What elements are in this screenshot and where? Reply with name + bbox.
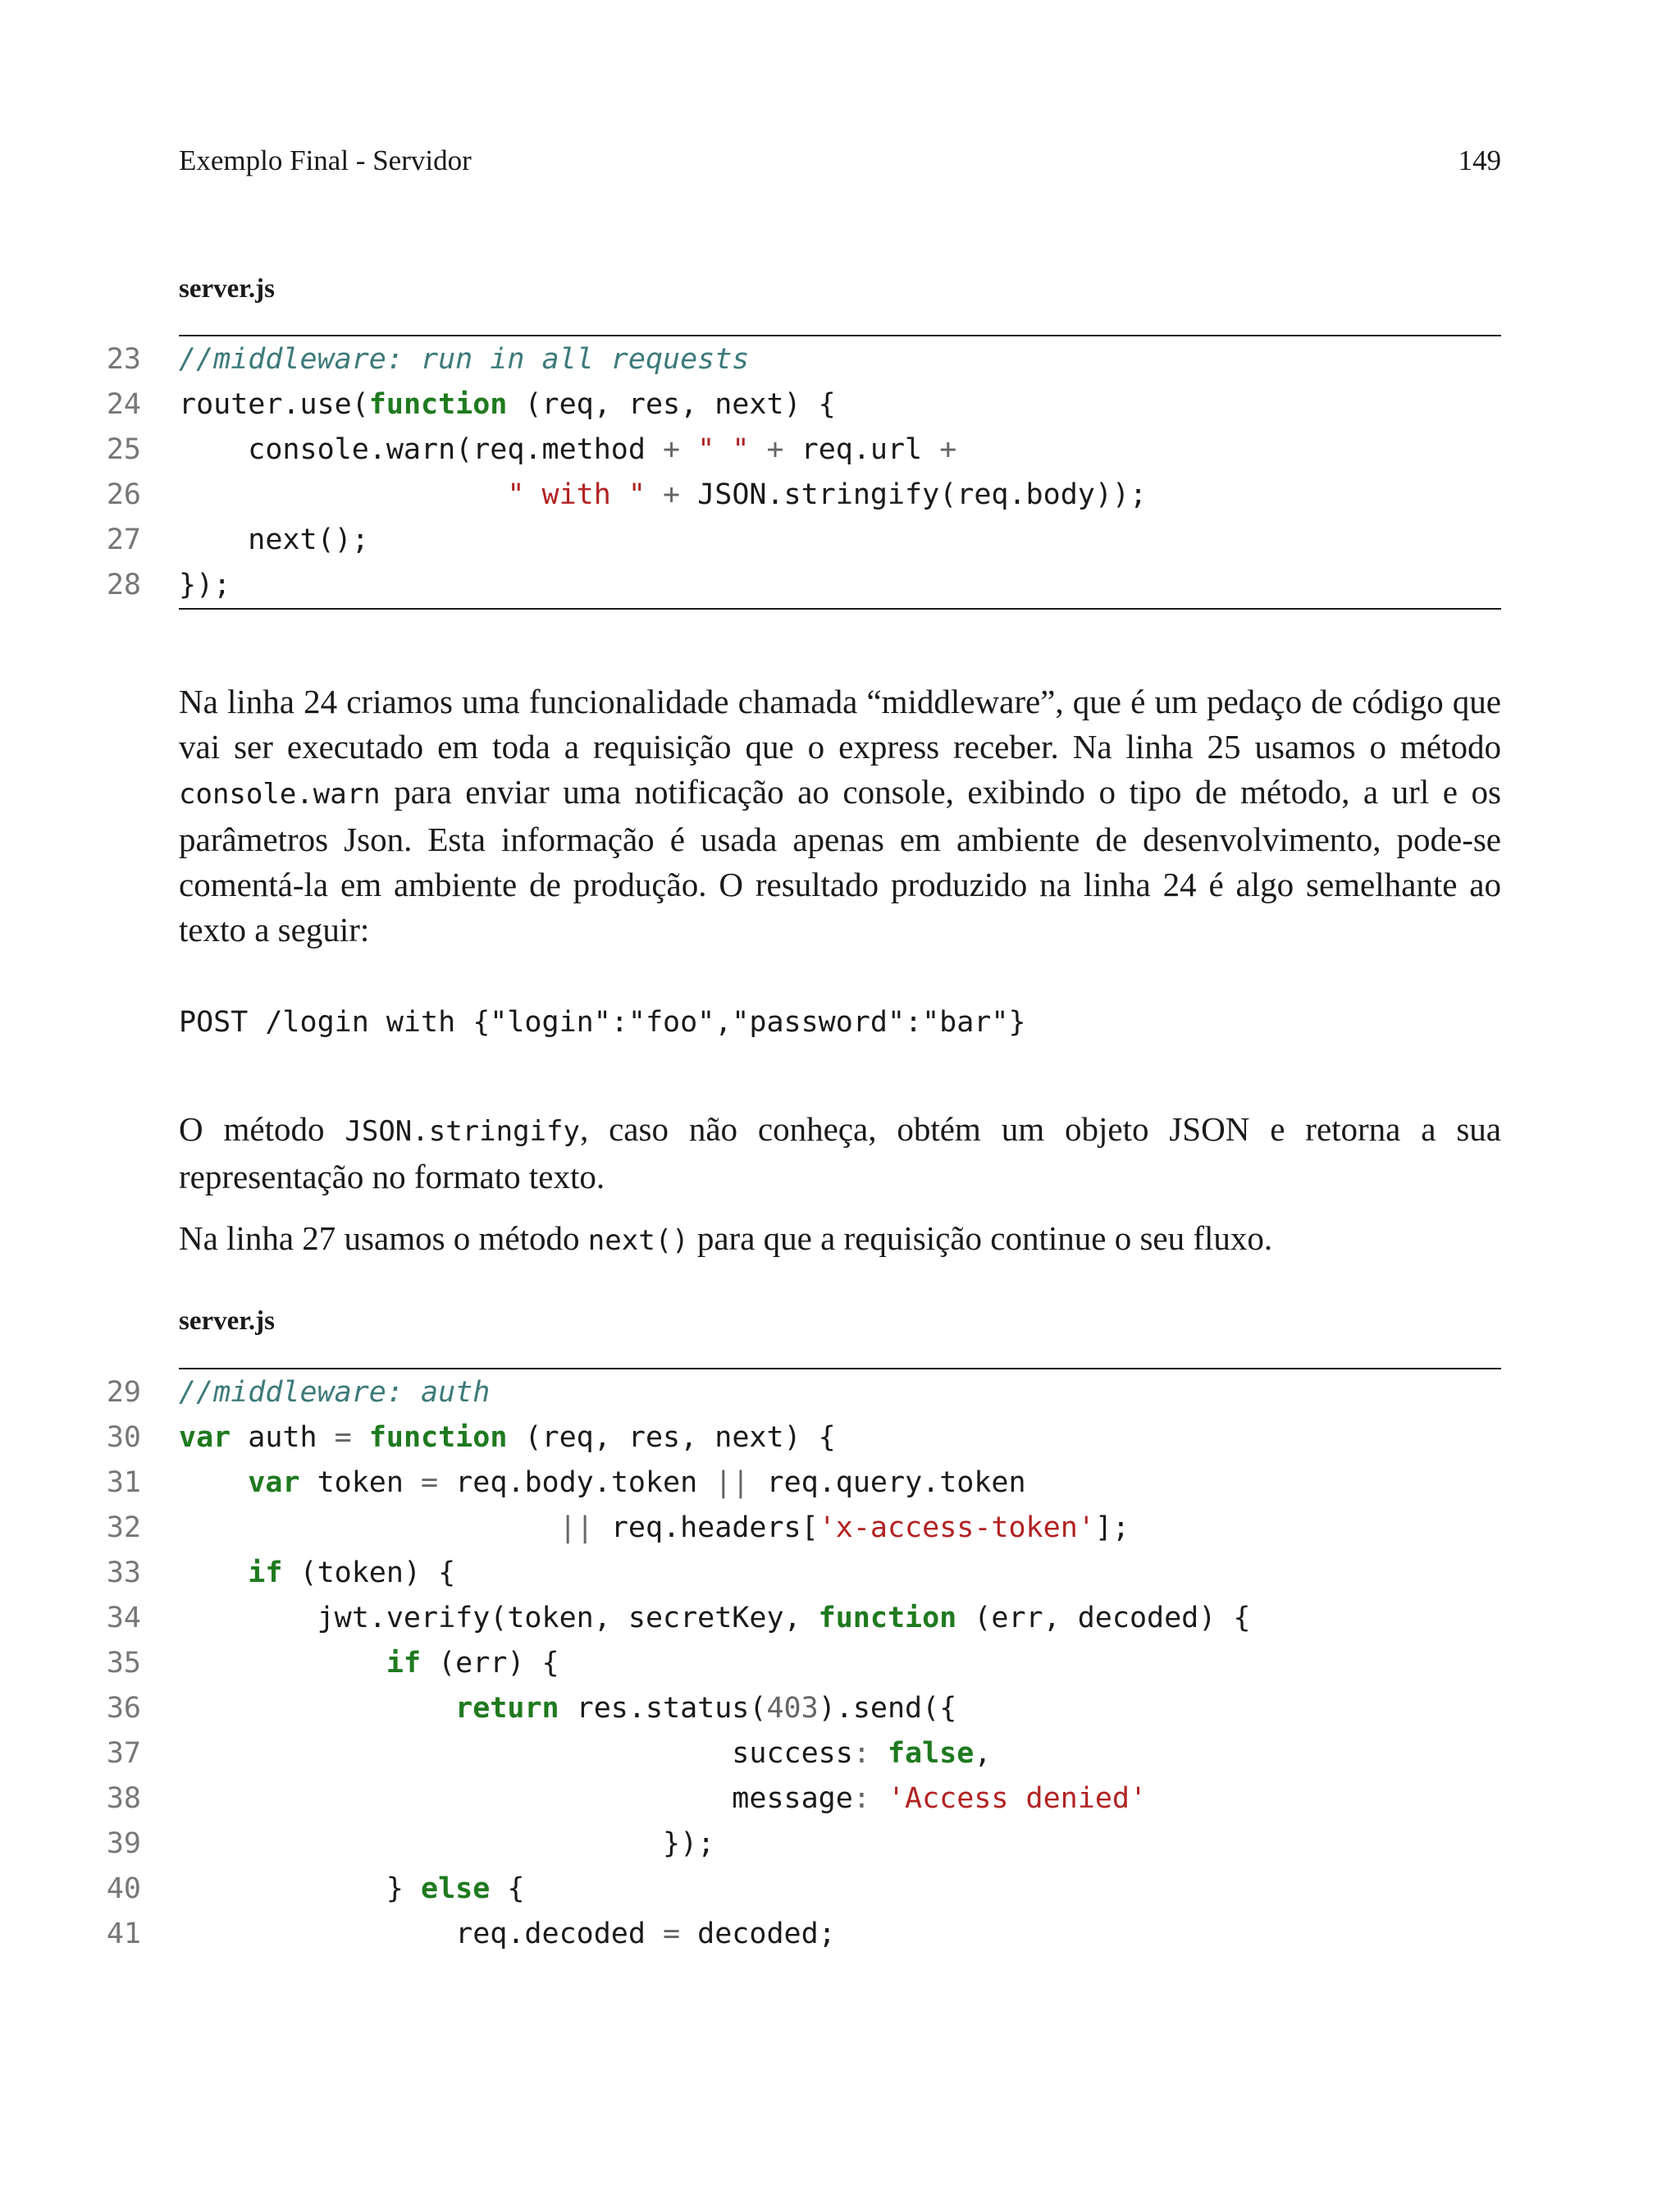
code-line	[0, 1370, 1680, 1415]
code-token: });	[179, 569, 231, 601]
listing-top-rule	[179, 335, 1501, 336]
line-number: 37	[106, 1737, 141, 1770]
line-number: 24	[106, 388, 141, 421]
code-token: jwt.verify(token, secretKey,	[179, 1602, 819, 1634]
code-token: (token) {	[282, 1556, 456, 1589]
code-text	[179, 1822, 714, 1867]
code-token: var	[248, 1466, 300, 1499]
chapter-title: Exemplo Final - Servidor	[179, 144, 472, 176]
code-text	[179, 563, 231, 608]
code-token: router.use(	[179, 388, 369, 421]
code-token: ];	[1094, 1511, 1130, 1544]
code-token: req.query.token	[749, 1466, 1026, 1499]
code-line	[0, 1822, 1680, 1867]
listing-bottom-rule	[179, 608, 1501, 610]
code-token: var	[179, 1421, 231, 1454]
line-number: 31	[106, 1466, 141, 1499]
text-run: , caso não conheça, obtém um objeto JSON e retorna a sua representação no formato texto.	[179, 1110, 1502, 1195]
code-line	[0, 563, 1680, 608]
code-token: ).send({	[818, 1692, 957, 1725]
code-line	[0, 1460, 1680, 1506]
text-run: para que a requisição continue o seu fluxo.	[688, 1219, 1273, 1257]
code-token: token	[299, 1466, 422, 1499]
code-token	[680, 433, 697, 466]
code-token: req.headers[	[593, 1511, 819, 1544]
paragraph	[179, 1216, 1501, 1264]
code-token: :	[852, 1782, 870, 1815]
code-token: (req, res, next) {	[507, 1421, 836, 1454]
code-text	[179, 1776, 1147, 1822]
line-number: 28	[106, 569, 141, 601]
line-number: 30	[106, 1421, 141, 1454]
code-token: =	[663, 1918, 681, 1950]
code-line	[0, 518, 1680, 563]
code-text	[179, 473, 1147, 518]
code-token: function	[818, 1602, 957, 1634]
code-token: 'Access denied'	[887, 1782, 1148, 1815]
code-line	[0, 1731, 1680, 1776]
code-token: (err, decoded) {	[956, 1602, 1251, 1634]
code-text	[179, 1596, 1250, 1641]
code-line	[0, 1912, 1680, 1957]
code-token: req.url	[783, 433, 940, 466]
code-token: });	[179, 1827, 715, 1860]
code-text	[179, 1867, 524, 1912]
line-number: 25	[106, 433, 141, 466]
inline-code: next()	[587, 1224, 689, 1257]
code-token: res.status(	[559, 1692, 767, 1725]
listing-label: server.js	[179, 1306, 275, 1336]
paragraph	[179, 1107, 1501, 1200]
code-text	[179, 1551, 455, 1596]
line-number: 29	[106, 1376, 141, 1409]
code-token: req.body.token	[438, 1466, 715, 1499]
line-number: 34	[106, 1602, 141, 1634]
code-token: message	[179, 1782, 853, 1815]
code-token: decoded;	[680, 1918, 836, 1950]
code-token	[870, 1737, 888, 1770]
code-line	[0, 1551, 1680, 1596]
code-token: }	[179, 1872, 422, 1905]
code-token	[179, 1692, 455, 1725]
code-line	[0, 427, 1680, 473]
line-number: 38	[106, 1782, 141, 1815]
code-token: function	[368, 388, 508, 421]
code-token: (req, res, next) {	[507, 388, 836, 421]
code-text	[179, 382, 836, 427]
code-token: if	[248, 1556, 283, 1589]
line-number: 23	[106, 343, 141, 376]
code-text	[179, 1912, 836, 1957]
code-token: +	[939, 433, 957, 466]
code-text	[179, 1460, 1026, 1506]
code-token: //middleware: auth	[179, 1376, 491, 1409]
code-token: else	[421, 1872, 491, 1905]
code-token	[646, 478, 663, 511]
code-token	[179, 1647, 386, 1680]
code-token: +	[663, 478, 681, 511]
code-token: +	[663, 433, 681, 466]
code-token: req.decoded	[179, 1918, 664, 1950]
line-number: 33	[106, 1556, 141, 1589]
code-text	[179, 1370, 490, 1415]
code-line	[0, 1596, 1680, 1641]
code-token: :	[852, 1737, 870, 1770]
code-text	[179, 518, 369, 563]
code-line	[0, 337, 1680, 382]
code-listing	[0, 1370, 1680, 1957]
code-token	[870, 1782, 888, 1815]
code-line	[0, 382, 1680, 427]
code-token: success	[179, 1737, 853, 1770]
code-token	[179, 1511, 559, 1544]
code-token: console.warn(req.method	[179, 433, 664, 466]
code-token: next();	[179, 523, 369, 556]
code-line	[0, 1641, 1680, 1686]
text-run: O método	[179, 1110, 345, 1148]
code-listing	[0, 337, 1680, 608]
line-number: 26	[106, 478, 141, 511]
code-text	[179, 1641, 559, 1686]
code-line	[0, 1776, 1680, 1822]
code-token: if	[386, 1647, 422, 1680]
code-token: " "	[697, 433, 750, 466]
line-number: 40	[106, 1872, 141, 1905]
code-token	[179, 1466, 248, 1499]
code-text	[179, 427, 956, 473]
code-token: JSON.stringify(req.body));	[680, 478, 1148, 511]
line-number: 35	[106, 1647, 141, 1680]
code-token: " with "	[507, 478, 646, 511]
code-text	[179, 1686, 956, 1731]
code-token: 'x-access-token'	[818, 1511, 1095, 1544]
code-token	[179, 478, 507, 511]
code-text	[179, 1415, 836, 1460]
code-line	[0, 1867, 1680, 1912]
code-line	[0, 1506, 1680, 1551]
code-token: function	[368, 1421, 508, 1454]
code-text	[179, 1506, 1130, 1551]
code-line	[0, 1415, 1680, 1460]
line-number: 32	[106, 1511, 141, 1544]
text-run: Na linha 24 criamos uma funcionalidade chamada “middleware”, que é um pedaço de código que vai ser executado em toda a requisição que o express receber. Na linha 25 usamos o método	[179, 683, 1501, 766]
text-run: para enviar uma notificação ao console, exibindo o tipo de método, a url e os parâmetros Json. Esta informação é usada apenas em ambiente de desenvolvimento, pode-se comentá-la em ambiente de produção. O resultado produzido na linha 24 é algo semelhante ao texto a seguir:	[179, 773, 1501, 949]
console-output-example: POST /login with {"login":"foo","password":"bar"}	[179, 1006, 1026, 1039]
code-token: ||	[559, 1511, 594, 1544]
listing-top-rule	[179, 1368, 1501, 1369]
code-token: =	[421, 1466, 439, 1499]
code-token: auth	[231, 1421, 335, 1454]
line-number: 27	[106, 523, 141, 556]
inline-code: console.warn	[179, 778, 381, 811]
code-line	[0, 1686, 1680, 1731]
code-token	[352, 1421, 369, 1454]
text-run: Na linha 27 usamos o método	[179, 1219, 588, 1257]
code-token: {	[490, 1872, 525, 1905]
code-text	[179, 1731, 991, 1776]
code-token: =	[334, 1421, 352, 1454]
code-line	[0, 473, 1680, 518]
code-token: ||	[714, 1466, 750, 1499]
code-token	[749, 433, 766, 466]
code-token: //middleware: run in all requests	[179, 343, 750, 376]
code-token: (err) {	[421, 1647, 559, 1680]
running-header	[179, 144, 1501, 185]
line-number: 39	[106, 1827, 141, 1860]
code-token: return	[455, 1692, 559, 1725]
code-token: 403	[766, 1692, 819, 1725]
listing-label: server.js	[179, 274, 275, 304]
page-number: 149	[1458, 144, 1501, 176]
code-text	[179, 337, 749, 382]
paragraph	[179, 679, 1501, 953]
code-token: ,	[974, 1737, 992, 1770]
code-token: false	[887, 1737, 975, 1770]
inline-code: JSON.stringify	[345, 1115, 580, 1148]
code-token	[179, 1556, 248, 1589]
line-number: 36	[106, 1692, 141, 1725]
line-number: 41	[106, 1918, 141, 1950]
code-token: +	[766, 433, 784, 466]
